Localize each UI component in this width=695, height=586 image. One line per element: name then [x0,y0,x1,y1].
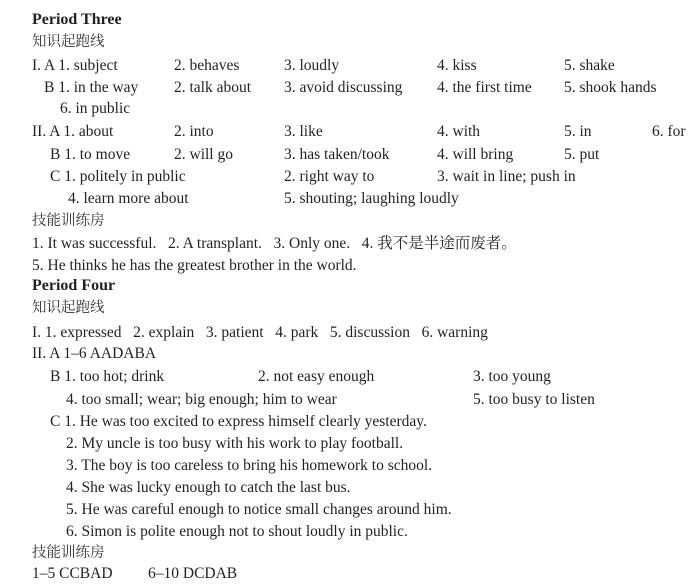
answer: 2. right way to [284,168,375,185]
p4-row-1: I. 1. expressed 2. explain 3. patient 4. park 5. discussion 6. warning [32,324,488,341]
period-three-title: Period Three [32,11,122,28]
answer: 4. too small; wear; big enough; him to wear [66,391,337,408]
answer: 4. learn more about [68,190,189,207]
answer: B 1. in the way [44,79,139,96]
answer: 3. has taken/took [284,146,390,163]
p3-jineng-heading: 技能训练房 [32,213,105,229]
answer: 4. will bring [437,146,514,163]
answer: 2. into [174,123,214,140]
answer: 5. shook hands [564,79,657,96]
p4-row-2: II. A 1–6 AADABA [32,345,157,362]
answer: 5. shouting; laughing loudly [284,190,459,207]
answer: 5. in [564,123,592,140]
p4-zhishi-heading: 知识起跑线 [32,300,105,316]
p4-c-6: 6. Simon is polite enough not to shout loudly in public. [66,523,408,540]
p3-row-3: 6. in public [60,100,131,117]
answer: 3. avoid discussing [284,79,403,96]
answer: 6. for [652,123,686,140]
answer: 6–10 DCDAB [148,565,238,582]
p4-c-4: 4. She was lucky enough to catch the last bus. [66,479,351,496]
answer: 5. too busy to listen [473,391,595,408]
answer: 4. the first time [437,79,532,96]
p4-c-5: 5. He was careful enough to notice small changes around him. [66,501,452,518]
answer: 1–5 CCBAD [32,565,113,582]
answer: II. A 1. about [32,123,114,140]
p3-zhishi-heading: 知识起跑线 [32,34,105,50]
p3-skill-line-1: 1. It was successful. 2. A transplant. 3. Only one. 4. 我不是半途而废者。 [32,235,517,252]
p4-c-1: C 1. He was too excited to express himself clearly yesterday. [50,413,427,430]
answer: 2. talk about [174,79,252,96]
answer: B 1. too hot; drink [50,368,165,385]
p4-c-3: 3. The boy is too careless to bring his homework to school. [66,457,433,474]
p4-c-2: 2. My uncle is too busy with his work to play football. [66,435,404,452]
answer: C 1. politely in public [50,168,186,185]
answer: 3. wait in line; push in [437,168,576,185]
answer: 2. not easy enough [258,368,375,385]
answer: 5. shake [564,57,615,74]
answer: I. A 1. subject [32,57,118,74]
answer: 3. loudly [284,57,340,74]
answer: 3. too young [473,368,551,385]
answer: 3. like [284,123,323,140]
answer: 2. will go [174,146,233,163]
period-four-title: Period Four [32,277,116,294]
answer: 4. with [437,123,481,140]
p3-skill-line-2: 5. He thinks he has the greatest brother in the world. [32,257,357,274]
answer: B 1. to move [50,146,131,163]
answer: 4. kiss [437,57,477,74]
answer: 2. behaves [174,57,240,74]
answer: 5. put [564,146,600,163]
p4-jineng-heading: 技能训练房 [32,545,105,561]
